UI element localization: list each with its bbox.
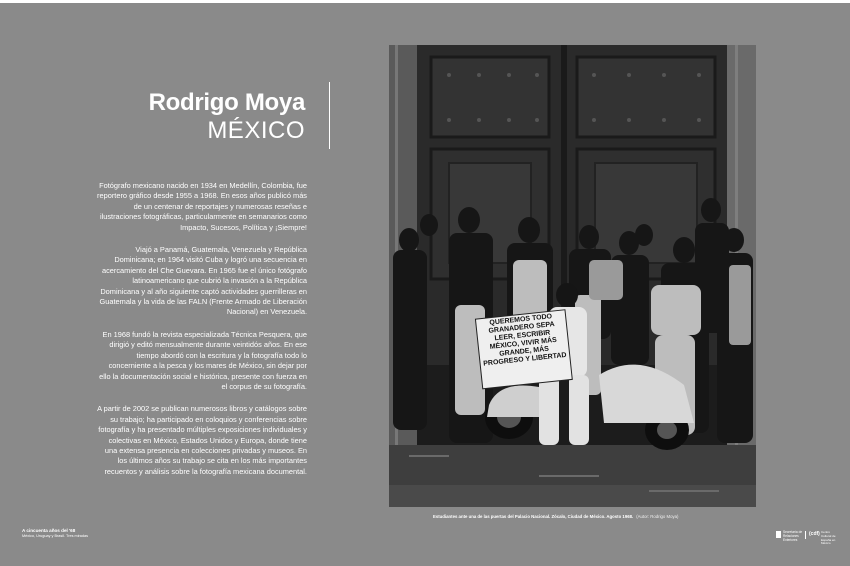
photographer-name: Rodrigo Moya (148, 89, 305, 116)
photo-credit: (Autor: Rodrigo Moya) (636, 514, 679, 519)
exhibition-footer (22, 528, 88, 539)
historical-photograph (389, 45, 756, 507)
ccemx-logo-text: Centro Cultural de España en México (821, 530, 836, 546)
bio-paragraph-1: Fotógrafo mexicano nacido en 1934 en Medellín, Colombia, fue reportero gráfico desde 1955 a 1968. En esos años publicó más de un centenar de reportajes y numerosas reseñas e ilustraciones fotográficas, particularmente en semanarios como Impacto, Sucesos, Política y ¡Siempre! (97, 181, 307, 232)
country-label: MÉXICO (207, 117, 305, 144)
sre-logo (776, 530, 803, 542)
sre-logo-text: Secretaría de Relaciones Exteriores (783, 530, 803, 542)
title-block (149, 89, 305, 145)
bio-paragraph-3: En 1968 fundó la revista especializada Técnica Pesquera, que dirigió y editó mensualmente durante veintidós años. En ese tiempo abordó con la escritura y la fotografía todo lo concerniente a la pesca y los mares de México, sin dejar por ello la documentación social e histórica, presente con fuerza en el corpus de su fotografía. (99, 329, 307, 391)
sre-emblem-icon (776, 531, 781, 538)
ccemx-mark: (cdf) (809, 531, 820, 537)
protest-sign-text: QUEREMOS TODO GRANADERO SEPA LEER, ESCRIBIR MÉXICO, VIVIR MÁS GRANDE, MÁS PROGRESO Y LIBERTAD (483, 313, 567, 368)
sponsor-logos (776, 530, 836, 546)
photo-illustration (389, 45, 756, 507)
logo-divider (805, 531, 806, 539)
exhibition-subtitle: México, Uruguay y Brasil. Tres miradas (22, 534, 89, 538)
exhibition-title: A cincuenta años del '68 (22, 528, 76, 533)
bio-paragraph-2: Viajó a Panamá, Guatemala, Venezuela y República Dominicana; en 1964 visitó Cuba y logró una secuencia en acercamiento del Che Guevara. En 1965 fue el único fotógrafo latinoamericano que cubrió la invasión a la República Dominicana y al año siguiente captó actividades guerrilleras en Guatemala y la vida de las FALN (Frente Armado de Liberación Nacional) en Venezuela. (99, 245, 307, 317)
ccemx-logo (809, 530, 836, 546)
photo-caption (433, 514, 678, 519)
biography-text (96, 181, 307, 489)
caption-text: Estudiantes ante una de las puertas del Palacio Nacional. Zócalo, Ciudad de México. Agosto 1968. (433, 514, 634, 519)
title-divider (329, 82, 330, 149)
bio-paragraph-4: A partir de 2002 se publican numerosos libros y catálogos sobre su trabajo; ha participado en coloquios y conferencias sobre fotografía y ha presentado múltiples exposiciones individuales y colectivas en México, Estados Unidos y Europa, donde tiene una extensa presencia en colecciones privadas y museos. En los últimos años su trabajo se cita en los más importantes recuentos y análisis sobre la fotografía mexicana documental. (97, 404, 307, 476)
